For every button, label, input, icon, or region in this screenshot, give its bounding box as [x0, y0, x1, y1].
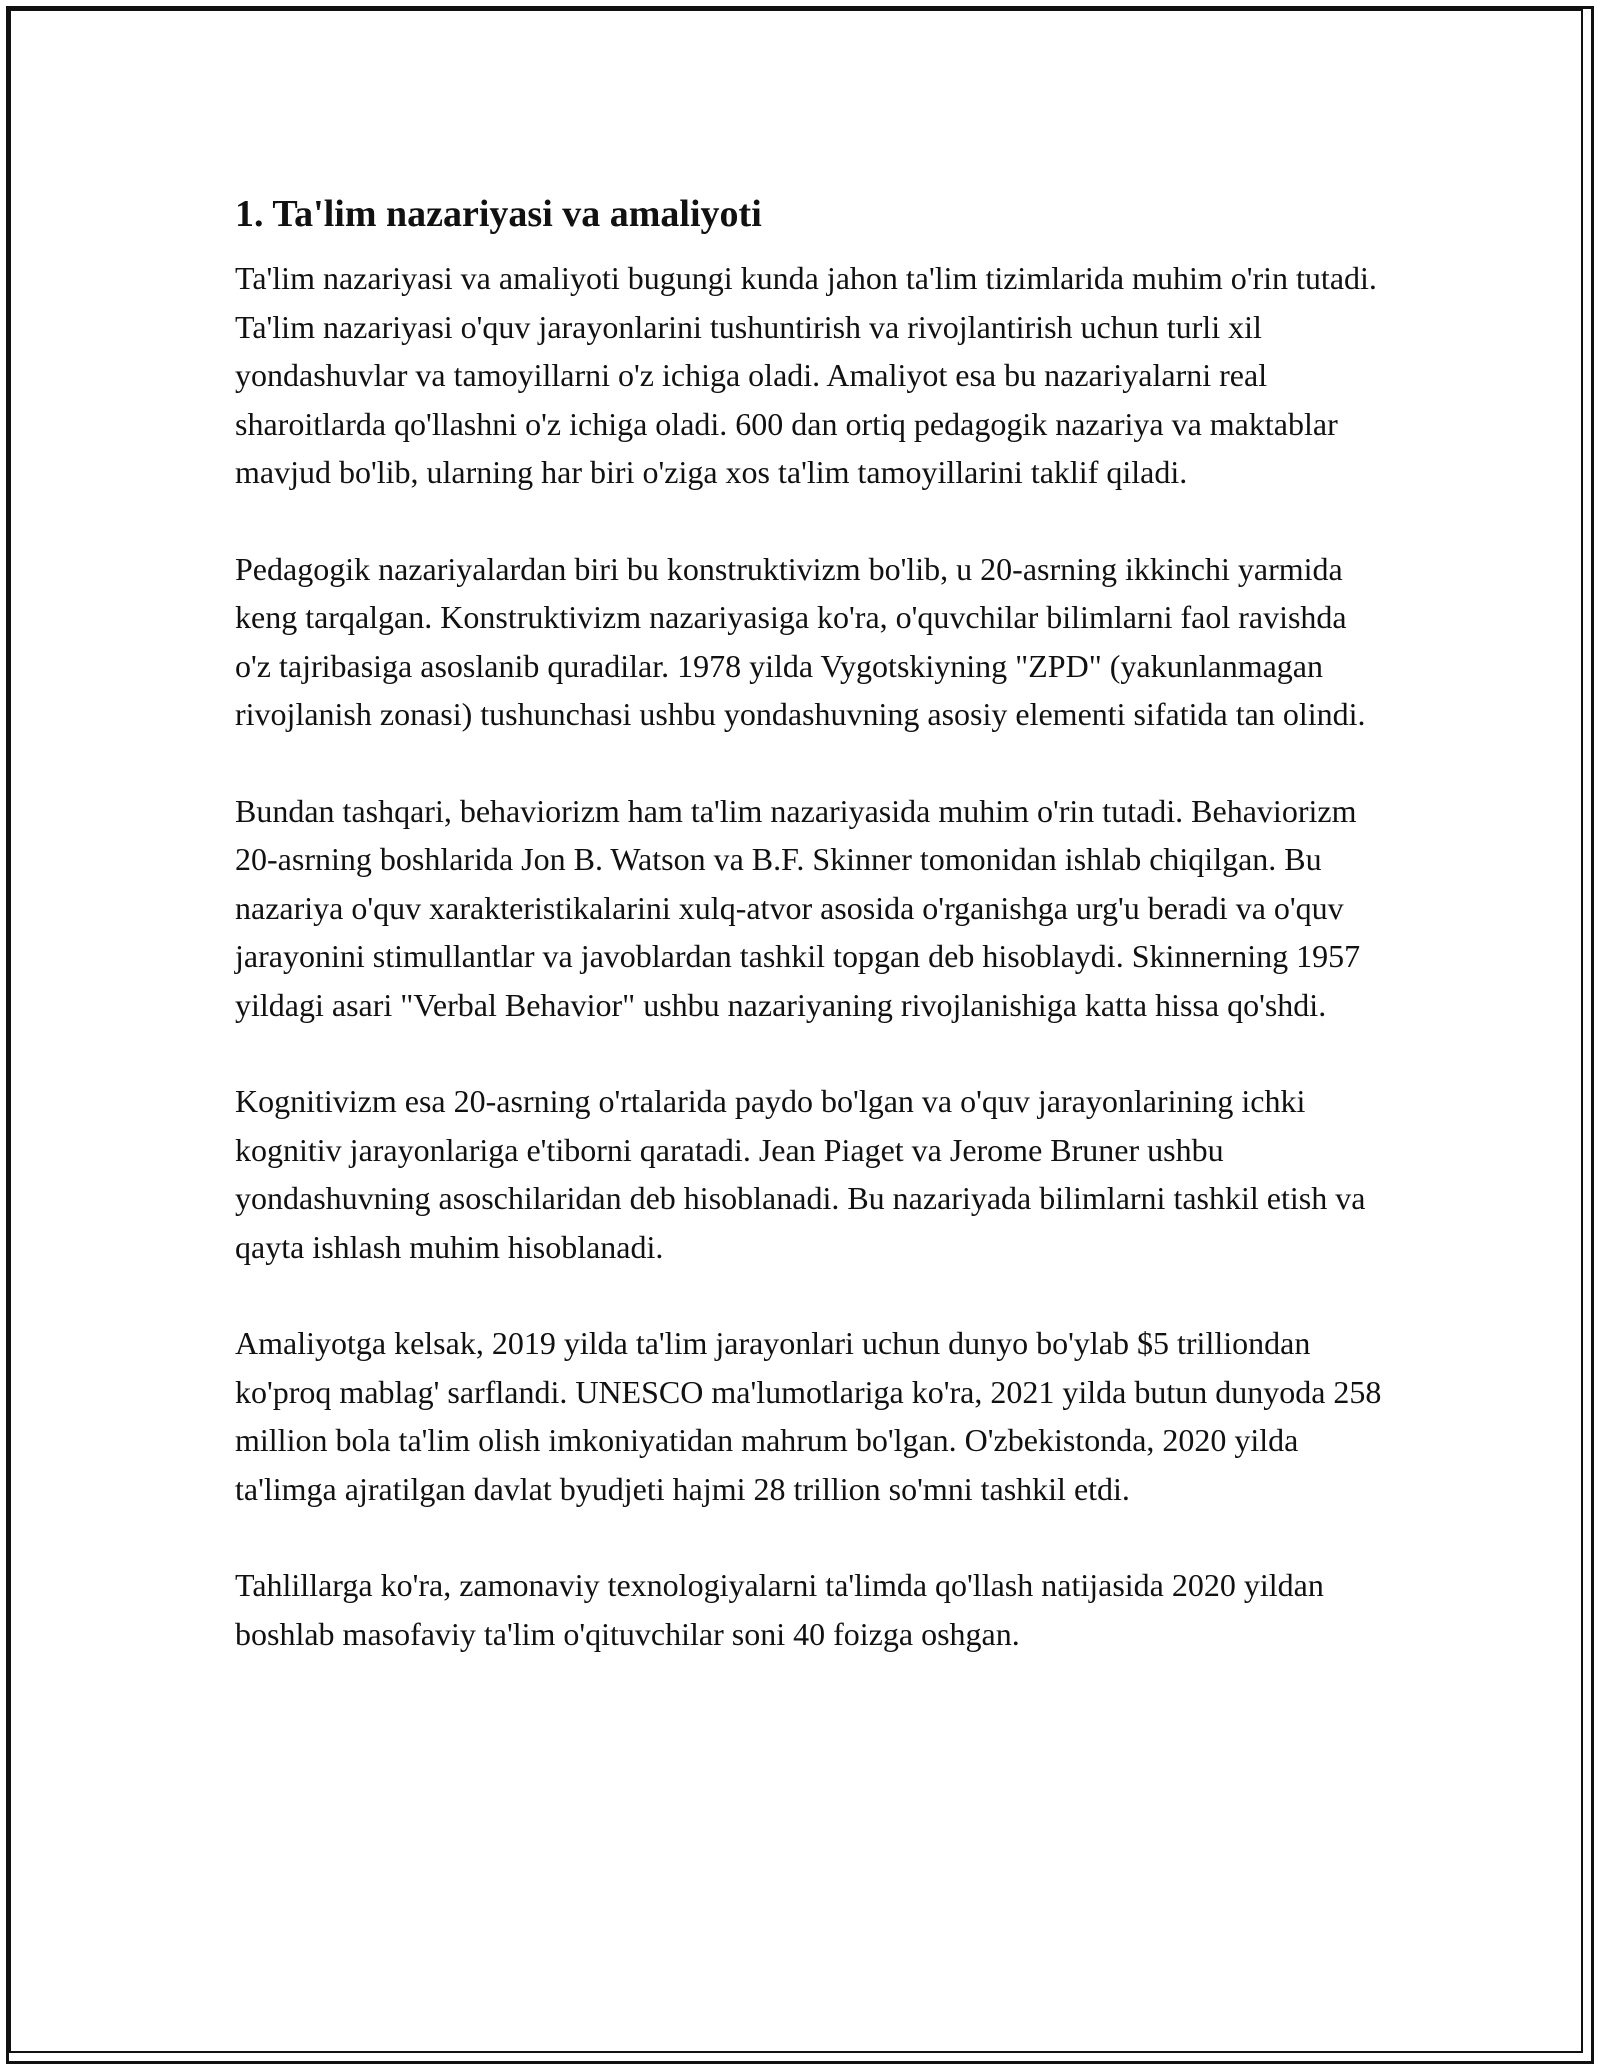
paragraph-practice: Amaliyotga kelsak, 2019 yilda ta'lim jarayonlari uchun dunyo bo'ylab $5 trilliondan ko'proq mablag' sarflandi. UNESCO ma'lumotlariga ko'ra, 2021 yilda butun dunyoda 258 million bola ta'lim olish imkoniyatidan mahrum bo'lgan. O'zbekistonda, 2020 yilda ta'limga ajratilgan davlat byudjeti hajmi 28 trillion so'mni tashkil etdi. [235, 1325, 1382, 1507]
paragraph-analysis: Tahlillarga ko'ra, zamonaviy texnologiyalarni ta'limda qo'llash natijasida 2020 yildan boshlab masofaviy ta'lim o'qituvchilar soni 40 foizga oshgan. [235, 1567, 1324, 1652]
paragraph-intro: Ta'lim nazariyasi va amaliyoti bugungi kunda jahon ta'lim tizimlarida muhim o'rin tutadi. Ta'lim nazariyasi o'quv jarayonlarini tushuntirish va rivojlantirish uchun turli xil yondashuvlar va tamoyillarni o'z ichiga oladi. Amaliyot esa bu nazariyalarni real sharoitlarda qo'llashni o'z ichiga oladi. 600 dan ortiq pedagogik nazariya va maktablar mavjud bo'lib, ularning har biri o'ziga xos ta'lim tamoyillarini taklif qiladi. [235, 260, 1377, 490]
paragraph-behaviorism: Bundan tashqari, behaviorizm ham ta'lim nazariyasida muhim o'rin tutadi. Behaviorizm 20-asrning boshlarida Jon B. Watson va B.F. Skinner tomonidan ishlab chiqilgan. Bu nazariya o'quv xarakteristikalarini xulq-atvor asosida o'rganishga urg'u beradi va o'quv jarayonini stimullantlar va javoblardan tashkil topgan deb hisoblaydi. Skinnerning 1957 yildagi asari "Verbal Behavior" ushbu nazariyaning rivojlanishiga katta hissa qo'shdi. [235, 792, 1361, 1023]
paragraph-cognitivism: Kognitivizm esa 20-asrning o'rtalarida paydo bo'lgan va o'quv jarayonlarining ichki kognitiv jarayonlariga e'tiborni qaratadi. Jean Piaget va Jerome Bruner ushbu yondashuvning asoschilaridan deb hisoblanadi. Bu nazariyada bilimlarni tashkil etish va qayta ishlash muhim hisoblanadi. [235, 1083, 1366, 1265]
document-body [235, 188, 1385, 1706]
section-heading: 1. Ta'lim nazariyasi va amaliyoti [235, 193, 762, 235]
paragraph-constructivism: Pedagogik nazariyalardan biri bu konstruktivizm bo'lib, u 20-asrning ikkinchi yarmida keng tarqalgan. Konstruktivizm nazariyasiga ko'ra, o'quvchilar bilimlarni faol ravishda o'z tajribasiga asoslanib quradilar. 1978 yilda Vygotskiyning "ZPD" (yakunlanmagan rivojlanish zonasi) tushunchasi ushbu yondashuvning asosiy elementi sifatida tan olindi. [235, 550, 1366, 732]
